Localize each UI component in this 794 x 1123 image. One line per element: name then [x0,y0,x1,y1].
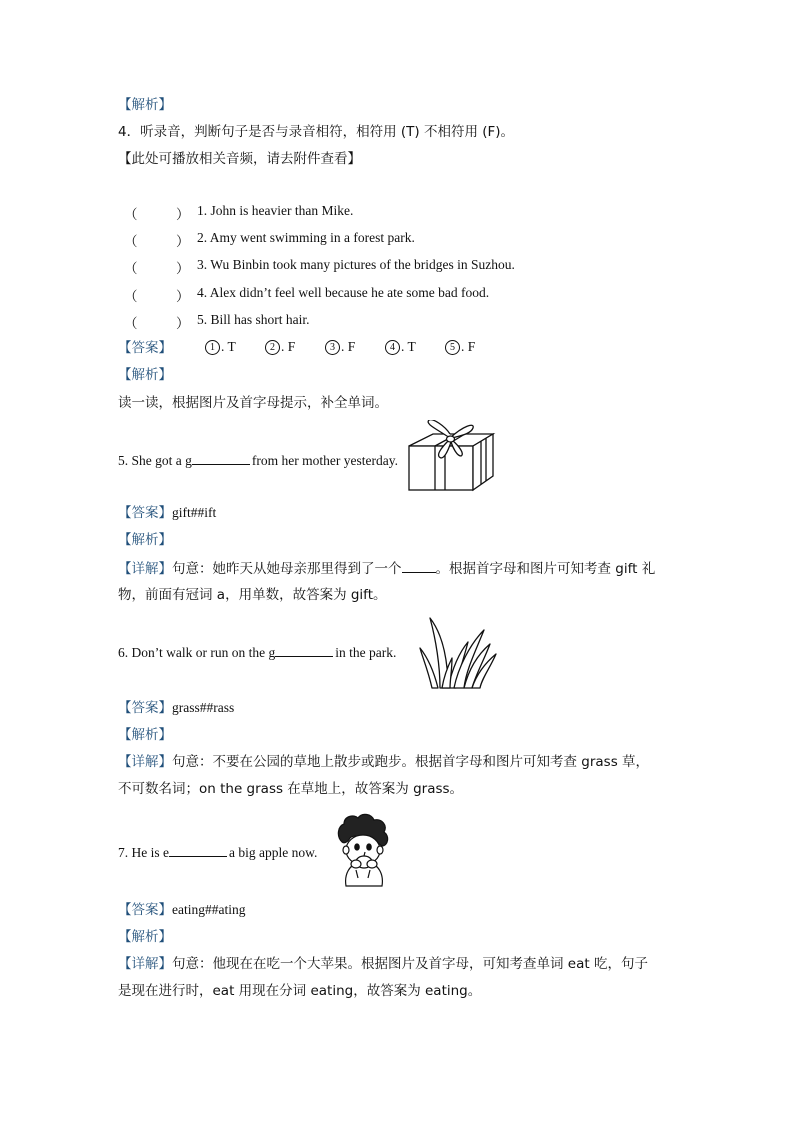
circled-number: 4 [385,340,400,355]
analysis-label: 【解析】 [118,97,172,113]
q5-sentence: 5. She got a g from her mother yesterday. [118,453,398,468]
q4-statement-5: 5. Bill has short hair. [197,312,310,327]
circled-number: 3 [325,340,340,355]
q7-answer: eating##ating [172,902,246,917]
circled-number: 2 [265,340,280,355]
answer-label: 【答案】grass##rass [118,700,235,716]
analysis-label: 【解析】 [118,727,172,743]
q7-detail-cont: 是现在进行时，eat 用现在分词 eating，故答案为 eating。 [118,983,482,999]
q5-detail-cont: 物，前面有冠词 a，用单数，故答案为 gift。 [118,587,387,603]
q6-detail-cont: 不可数名词；on the grass 在草地上，故答案为 grass。 [118,781,464,797]
q6-answer: grass##rass [172,700,235,715]
q4-statement-4: 4. Alex didn’t feel well because he ate some bad food. [197,285,490,300]
answer-blank [169,843,227,857]
circled-number: 5 [445,340,460,355]
close-paren: ） [176,289,190,305]
analysis-label: 【解析】 [118,367,172,383]
circled-number: 1 [205,340,220,355]
analysis-label: 【解析】 [118,532,172,548]
open-paren: （ [124,261,138,277]
answer-blank [275,643,333,657]
grass-icon [418,614,498,690]
answer-blank [192,451,250,465]
analysis-label: 【解析】 [118,929,172,945]
close-paren: ） [176,261,190,277]
open-paren: （ [124,289,138,305]
q6-sentence: 6. Don’t walk or run on the g in the park. [118,645,397,660]
q5-answer: gift##ift [172,505,217,520]
section-instruction: 读一读，根据图片及首字母提示，补全单词。 [118,395,388,411]
q4-answer: 4 . T [385,339,416,355]
q4-statement-1: 1. John is heavier than Mike. [197,203,354,218]
q4-statement-2: 2. Amy went swimming in a forest park. [197,230,415,245]
answer-label: 【答案】 [118,340,172,356]
q7-detail: 【详解】句意：他现在在吃一个大苹果。根据图片及首字母，可知考查单词 eat 吃，句子 [118,956,648,972]
close-paren: ） [176,316,190,332]
q6-detail: 【详解】句意：不要在公园的草地上散步或跑步。根据首字母和图片可知考查 grass 草， [118,754,650,770]
gift-box-icon [405,420,497,494]
detail-blank [402,559,436,573]
boy-eating-apple-icon [332,812,394,888]
q4-audio-note: 【此处可播放相关音频，请去附件查看】 [118,151,361,167]
q4-answer: 5 . F [445,339,475,355]
answer-label: 【答案】gift##ift [118,505,217,521]
q4-statement-3: 3. Wu Binbin took many pictures of the bridges in Suzhou. [197,257,515,272]
open-paren: （ [124,207,138,223]
q4-instruction: 4．听录音，判断句子是否与录音相符，相符用 (T) 不相符用 (F)。 [118,124,515,140]
q4-answer: 3 . F [325,339,355,355]
q4-answer: 1 . T [205,339,236,355]
open-paren: （ [124,234,138,250]
q7-sentence: 7. He is e a big apple now. [118,845,318,860]
answer-label: 【答案】eating##ating [118,902,246,918]
open-paren: （ [124,316,138,332]
q5-detail: 【详解】句意：她昨天从她母亲那里得到了一个 。根据首字母和图片可知考查 gift 礼 [118,561,656,577]
close-paren: ） [176,207,190,223]
q4-answer: 2 . F [265,339,295,355]
close-paren: ） [176,234,190,250]
